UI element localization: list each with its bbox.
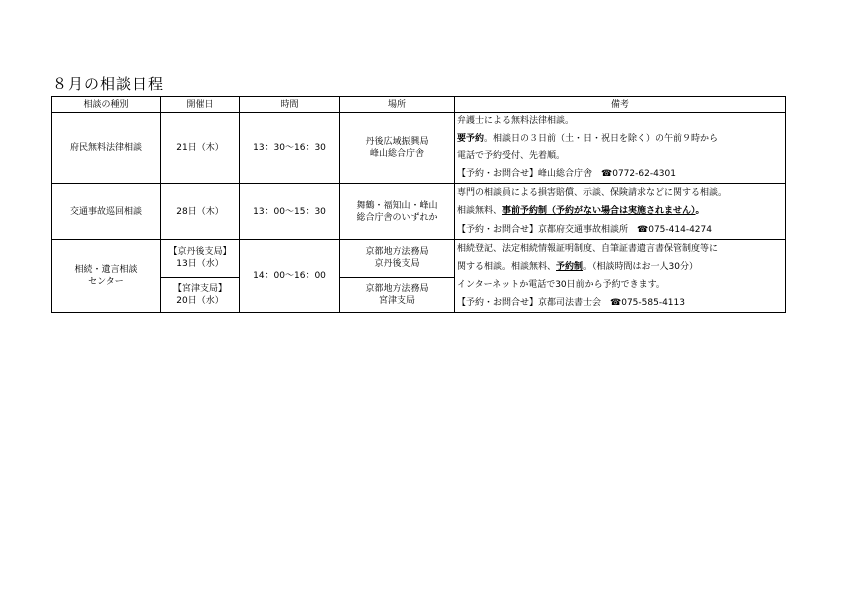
notes-cell xyxy=(455,184,786,240)
place-line: 京都地方法務局 xyxy=(365,247,429,258)
place-line: 丹後広域振興局 xyxy=(365,137,429,147)
place-line: 京丹後支局 xyxy=(374,259,420,270)
place-line: 宮津支局 xyxy=(378,295,415,306)
consultation-type: 交通事故巡回相談 xyxy=(52,184,161,240)
event-time: 13：30〜16：30 xyxy=(240,113,340,184)
event-place xyxy=(340,184,455,240)
note-line: 弁護士による無料法律相談。 xyxy=(457,116,575,126)
branch-label: 【京丹後支局】 xyxy=(168,247,232,258)
event-time: 13：00〜15：30 xyxy=(240,184,340,240)
event-place xyxy=(340,277,455,313)
contact-line: 【予約・お問合せ】京都府交通事故相談所 ☎075-414-4274 xyxy=(457,225,712,235)
event-date xyxy=(161,277,240,313)
table-row xyxy=(52,240,786,278)
header-date: 開催日 xyxy=(161,97,240,113)
reservation-required: 要予約 xyxy=(457,134,485,144)
event-time: 14：00〜16：00 xyxy=(240,240,340,313)
page-title: ８月の相談日程 xyxy=(52,75,165,93)
header-time: 時間 xyxy=(240,97,340,113)
note-text: 。（相談時間はお一人30分） xyxy=(583,262,698,272)
schedule-table xyxy=(51,96,786,313)
note-line: インターネットか電話で30日前から予約できます。 xyxy=(457,280,665,290)
place-line: 京都地方法務局 xyxy=(365,283,429,294)
event-place xyxy=(340,113,455,184)
notes-cell xyxy=(455,240,786,313)
table-row xyxy=(52,184,786,240)
event-date-value: 20日（水） xyxy=(176,295,224,306)
consultation-type xyxy=(52,240,161,313)
header-notes: 備考 xyxy=(455,97,786,113)
reservation-required: 予約制 xyxy=(556,262,584,272)
place-line: 総合庁舎のいずれか xyxy=(356,212,438,223)
notes-cell xyxy=(455,113,786,184)
contact-line: 【予約・お問合せ】京都司法書士会 ☎075-585-4113 xyxy=(457,298,685,308)
event-date-value: 13日（水） xyxy=(176,259,224,270)
note-line xyxy=(455,258,785,276)
type-line: センター xyxy=(88,277,124,287)
contact-line: 【予約・お問合せ】峰山総合庁舎 ☎0772-62-4301 xyxy=(457,169,676,179)
table-header-row xyxy=(52,97,786,113)
event-date: 21日（木） xyxy=(161,113,240,184)
event-date: 28日（木） xyxy=(161,184,240,240)
note-line: 専門の相談員による損害賠償、示談、保険請求などに関する相談。 xyxy=(457,188,728,198)
note-text: 相談無料、 xyxy=(457,206,503,216)
note-text: 。 xyxy=(695,206,705,216)
note-line: 相続登記、法定相続情報証明制度、自筆証書遺言書保管制度等に xyxy=(457,244,719,254)
note-text: 。相談日の３日前（土・日・祝日を除く）の午前９時から xyxy=(484,134,719,144)
header-place: 場所 xyxy=(340,97,455,113)
reservation-required: 事前予約制（予約がない場合は実施されません） xyxy=(502,206,696,216)
header-type: 相談の種別 xyxy=(52,97,161,113)
consultation-type: 府民無料法律相談 xyxy=(52,113,161,184)
event-date xyxy=(161,240,240,278)
branch-label: 【宮津支局】 xyxy=(172,283,227,294)
note-text: 関する相談。相談無料、 xyxy=(457,262,557,272)
note-line xyxy=(455,202,785,221)
table-row xyxy=(52,113,786,184)
type-line: 相続・遺言相談 xyxy=(74,265,138,275)
place-line: 舞鶴・福知山・峰山 xyxy=(356,200,438,211)
note-line: 電話で予約受付、先着順。 xyxy=(457,151,566,161)
event-place xyxy=(340,240,455,278)
place-line: 峰山総合庁舎 xyxy=(369,149,424,159)
note-line xyxy=(455,130,785,148)
